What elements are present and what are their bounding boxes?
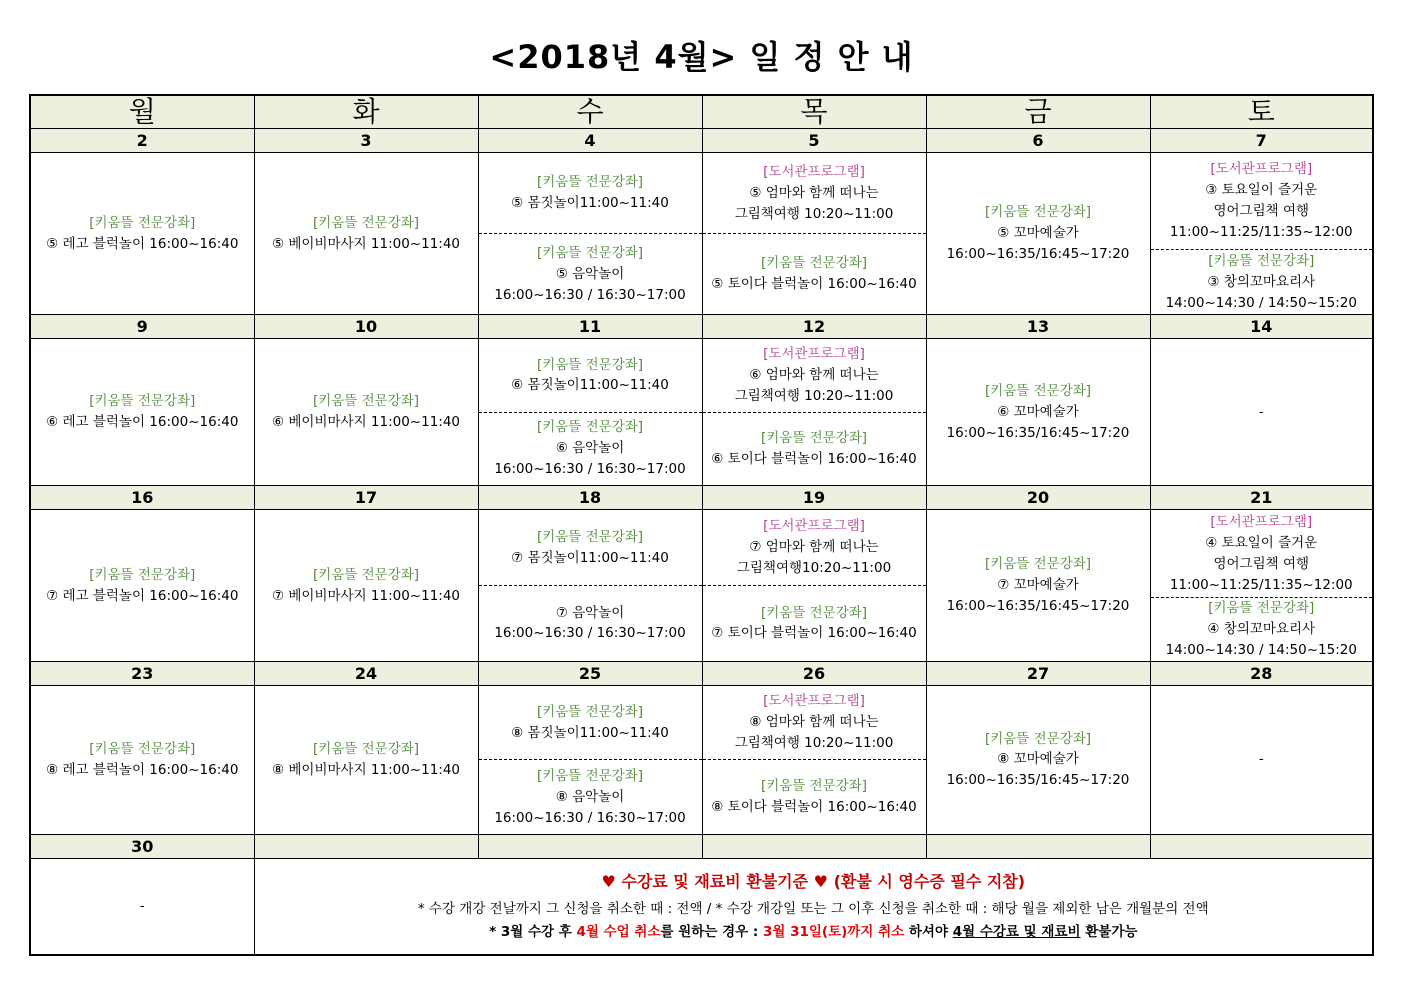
- event-time: 16:00~16:30 / 16:30~17:00: [494, 461, 686, 478]
- day-cell: [702, 339, 926, 486]
- date-cell: 21: [1150, 486, 1373, 510]
- event-time: 14:00~14:30 / 14:50~15:20: [1165, 294, 1357, 311]
- empty-dash: -: [1258, 751, 1264, 768]
- library-tag: [도서관프로그램]: [763, 163, 865, 180]
- event-text: ⑧ 레고 블럭놀이 16:00~16:40: [46, 761, 239, 778]
- date-row: [30, 661, 1373, 685]
- lecture-tag: [키움뜰 전문강좌]: [536, 703, 644, 720]
- date-cell: 24: [254, 661, 478, 685]
- day-cell: [926, 686, 1150, 835]
- date-cell: 28: [1150, 661, 1373, 685]
- day-cell: [1150, 153, 1373, 315]
- date-cell: 30: [30, 834, 254, 858]
- event-text: ⑧ 꼬마예술가: [997, 751, 1079, 768]
- library-tag: [도서관프로그램]: [1210, 161, 1313, 178]
- date-cell: [478, 834, 702, 858]
- lecture-tag: [키움뜰 전문강좌]: [89, 214, 196, 231]
- event-text: ⑧ 엄마와 함께 떠나는: [749, 714, 879, 731]
- event-time: 그림책여행 10:20~11:00: [734, 735, 894, 752]
- lecture-tag: [키움뜰 전문강좌]: [760, 255, 868, 272]
- date-cell: 11: [478, 315, 702, 339]
- lecture-tag: [키움뜰 전문강좌]: [536, 174, 644, 191]
- day-cell: [702, 153, 926, 315]
- event-time: 11:00~11:25/11:35~12:00: [1169, 224, 1353, 241]
- event-text: ④ 창의꼬마요리사: [1207, 621, 1316, 638]
- event-time: 11:00~11:25/11:35~12:00: [1169, 576, 1353, 593]
- notice-text: 하셔야: [904, 923, 953, 940]
- date-cell: 10: [254, 315, 478, 339]
- date-cell: 17: [254, 486, 478, 510]
- day-cell: [254, 510, 478, 662]
- notice-highlight: 3월 31일(토)까지 취소: [762, 923, 905, 940]
- lecture-tag: [키움뜰 전문강좌]: [89, 393, 196, 410]
- event-text: ⑦ 엄마와 함께 떠나는: [749, 539, 879, 556]
- date-cell: 3: [254, 129, 478, 153]
- schedule-calendar: [29, 94, 1374, 956]
- event-text: ⑥ 토이다 블럭놀이 16:00~16:40: [711, 450, 917, 467]
- notice-text: 를 원하는 경우 :: [660, 923, 763, 940]
- day-cell: [30, 339, 254, 486]
- event-text: ⑦ 토이다 블럭놀이 16:00~16:40: [711, 625, 917, 642]
- empty-dash: -: [1258, 403, 1264, 420]
- notice-line-1: * 수강 개강 전날까지 그 신청을 취소한 때 : 전액 / * 수강 개강일 또는 그 이후 신청을 취소한 때 : 해당 월을 제외한 남은 개월분의 전액: [417, 900, 1209, 917]
- lecture-tag: [키움뜰 전문강좌]: [536, 356, 644, 373]
- day-cell: [254, 339, 478, 486]
- lecture-tag: [키움뜰 전문강좌]: [312, 214, 420, 231]
- date-cell: 14: [1150, 315, 1373, 339]
- event-time: 16:00~16:35/16:45~17:20: [946, 598, 1130, 614]
- notice-text: * 3월 수강 후: [489, 923, 577, 940]
- lecture-tag: [키움뜰 전문강좌]: [984, 382, 1092, 399]
- empty-dash: -: [139, 898, 145, 915]
- date-cell: 6: [926, 129, 1150, 153]
- lecture-tag: [키움뜰 전문강좌]: [536, 767, 644, 784]
- day-cell: [926, 153, 1150, 315]
- lecture-tag: [키움뜰 전문강좌]: [536, 419, 644, 436]
- day-cell: [1150, 510, 1373, 662]
- notice-underline: 4월 수강료 및 재료비: [952, 923, 1081, 940]
- event-time: 14:00~14:30 / 14:50~15:20: [1165, 642, 1357, 659]
- event-text: ⑧ 토이다 블럭놀이 16:00~16:40: [711, 799, 917, 816]
- lecture-tag: [키움뜰 전문강좌]: [984, 204, 1092, 221]
- event-text: ⑥ 꼬마예술가: [997, 403, 1079, 420]
- date-cell: 20: [926, 486, 1150, 510]
- date-cell: 23: [30, 661, 254, 685]
- event-text: ⑦ 음악놀이: [555, 604, 625, 621]
- event-time: 16:00~16:35/16:45~17:20: [946, 424, 1130, 441]
- page-title: <2018년 4월> 일 정 안 내: [489, 38, 914, 76]
- date-cell: 16: [30, 486, 254, 510]
- event-text: ⑥ 음악놀이: [555, 440, 625, 457]
- lecture-tag: [키움뜰 전문강좌]: [1208, 600, 1315, 617]
- notice-line-2: [255, 922, 1373, 943]
- lecture-tag: [키움뜰 전문강좌]: [984, 730, 1092, 747]
- event-text: ⑥ 엄마와 함께 떠나는: [749, 367, 879, 383]
- event-text: ⑧ 몸짓놀이11:00~11:40: [511, 724, 669, 741]
- day-cell: [702, 686, 926, 835]
- date-cell: 26: [702, 661, 926, 685]
- date-cell: 27: [926, 661, 1150, 685]
- weekday-mon: 월: [30, 95, 254, 129]
- notice-text: 환불가능: [1080, 923, 1138, 940]
- date-cell: 2: [30, 129, 254, 153]
- event-text: ⑦ 베이비마사지 11:00~11:40: [271, 587, 461, 604]
- event-text: ⑥ 몸짓놀이11:00~11:40: [511, 377, 669, 394]
- week-row: [30, 339, 1373, 486]
- date-cell: 4: [478, 129, 702, 153]
- date-cell: 12: [702, 315, 926, 339]
- day-cell: [30, 510, 254, 662]
- lecture-tag: [키움뜰 전문강좌]: [984, 556, 1092, 573]
- lecture-tag: [키움뜰 전문강좌]: [312, 393, 420, 410]
- event-text: 영어그림책 여행: [1213, 203, 1310, 220]
- date-row: [30, 486, 1373, 510]
- day-cell: [1150, 339, 1373, 486]
- lecture-tag: [키움뜰 전문강좌]: [536, 528, 644, 545]
- lecture-tag: [키움뜰 전문강좌]: [760, 429, 868, 446]
- date-cell: [1150, 834, 1373, 858]
- lecture-tag: [키움뜰 전문강좌]: [760, 778, 868, 795]
- day-cell: [478, 339, 702, 486]
- notice-row: [30, 858, 1373, 955]
- event-text: ⑦ 레고 블럭놀이 16:00~16:40: [46, 587, 239, 604]
- event-text: ③ 창의꼬마요리사: [1207, 273, 1316, 290]
- event-time: 그림책여행 10:20~11:00: [734, 205, 894, 222]
- library-tag: [도서관프로그램]: [1210, 513, 1313, 530]
- library-tag: [도서관프로그램]: [763, 693, 865, 710]
- lecture-tag: [키움뜰 전문강좌]: [312, 741, 420, 758]
- weekday-sat: 토: [1150, 95, 1373, 129]
- lecture-tag: [키움뜰 전문강좌]: [1208, 252, 1315, 269]
- day-cell: [926, 510, 1150, 662]
- event-text: ⑧ 음악놀이: [555, 788, 625, 805]
- day-cell: [254, 153, 478, 315]
- day-cell: [478, 153, 702, 315]
- weekday-wed: 수: [478, 95, 702, 129]
- event-text: ⑥ 레고 블럭놀이 16:00~16:40: [46, 414, 239, 431]
- week-row: [30, 153, 1373, 315]
- event-text: ⑤ 토이다 블럭놀이 16:00~16:40: [711, 276, 917, 293]
- date-cell: 19: [702, 486, 926, 510]
- weekday-tue: 화: [254, 95, 478, 129]
- event-text: ⑦ 몸짓놀이11:00~11:40: [511, 549, 669, 566]
- day-cell: [254, 686, 478, 835]
- week-row: [30, 510, 1373, 662]
- day-cell: [30, 858, 254, 955]
- event-text: ⑥ 베이비마사지 11:00~11:40: [271, 414, 461, 431]
- date-cell: 7: [1150, 129, 1373, 153]
- weekday-header-row: [30, 95, 1373, 129]
- event-time: 그림책여행 10:20~11:00: [734, 387, 894, 404]
- date-row: [30, 129, 1373, 153]
- event-text: ⑤ 꼬마예술가: [997, 225, 1079, 242]
- date-cell: [254, 834, 478, 858]
- event-time: 16:00~16:30 / 16:30~17:00: [494, 809, 686, 826]
- date-cell: 13: [926, 315, 1150, 339]
- date-cell: 25: [478, 661, 702, 685]
- library-tag: [도서관프로그램]: [763, 346, 865, 363]
- date-cell: 9: [30, 315, 254, 339]
- date-cell: [926, 834, 1150, 858]
- weekday-thu: 목: [702, 95, 926, 129]
- event-text: ⑤ 엄마와 함께 떠나는: [749, 184, 879, 201]
- weekday-fri: 금: [926, 95, 1150, 129]
- library-tag: [도서관프로그램]: [763, 518, 865, 535]
- lecture-tag: [키움뜰 전문강좌]: [89, 566, 196, 583]
- event-time: 16:00~16:35/16:45~17:20: [946, 246, 1130, 263]
- event-text: ③ 토요일이 즐거운: [1205, 182, 1318, 199]
- day-cell: [1150, 686, 1373, 835]
- event-text: ⑤ 베이비마사지 11:00~11:40: [271, 235, 461, 252]
- notice-highlight: 4월 수업 취소: [576, 923, 661, 940]
- date-row: [30, 834, 1373, 858]
- event-text: ⑤ 몸짓놀이11:00~11:40: [511, 195, 669, 212]
- day-cell: [926, 339, 1150, 486]
- event-text: ⑤ 음악놀이: [555, 265, 625, 282]
- event-text: 영어그림책 여행: [1213, 555, 1310, 572]
- refund-notice: [254, 858, 1373, 955]
- day-cell: [702, 510, 926, 662]
- event-time: 16:00~16:30 / 16:30~17:00: [494, 286, 686, 303]
- event-text: ④ 토요일이 즐거운: [1205, 534, 1318, 551]
- date-cell: 18: [478, 486, 702, 510]
- event-text: ⑧ 베이비마사지 11:00~11:40: [271, 761, 461, 778]
- notice-title: ♥ 수강료 및 재료비 환불기준 ♥ (환불 시 영수증 필수 지참): [601, 872, 1026, 892]
- date-row: [30, 315, 1373, 339]
- lecture-tag: [키움뜰 전문강좌]: [89, 741, 196, 758]
- event-text: ⑤ 레고 블럭놀이 16:00~16:40: [46, 235, 239, 252]
- lecture-tag: [키움뜰 전문강좌]: [536, 244, 644, 261]
- day-cell: [478, 686, 702, 835]
- date-cell: 5: [702, 129, 926, 153]
- event-text: ⑦ 꼬마예술가: [997, 577, 1079, 594]
- event-time: 16:00~16:35/16:45~17:20: [946, 772, 1130, 789]
- event-time: 16:00~16:30 / 16:30~17:00: [494, 625, 686, 642]
- date-cell: [702, 834, 926, 858]
- day-cell: [30, 153, 254, 315]
- lecture-tag: [키움뜰 전문강좌]: [760, 604, 868, 621]
- day-cell: [30, 686, 254, 835]
- lecture-tag: [키움뜰 전문강좌]: [312, 566, 420, 583]
- week-row: [30, 686, 1373, 835]
- day-cell: [478, 510, 702, 662]
- event-time: 그림책여행10:20~11:00: [736, 560, 892, 577]
